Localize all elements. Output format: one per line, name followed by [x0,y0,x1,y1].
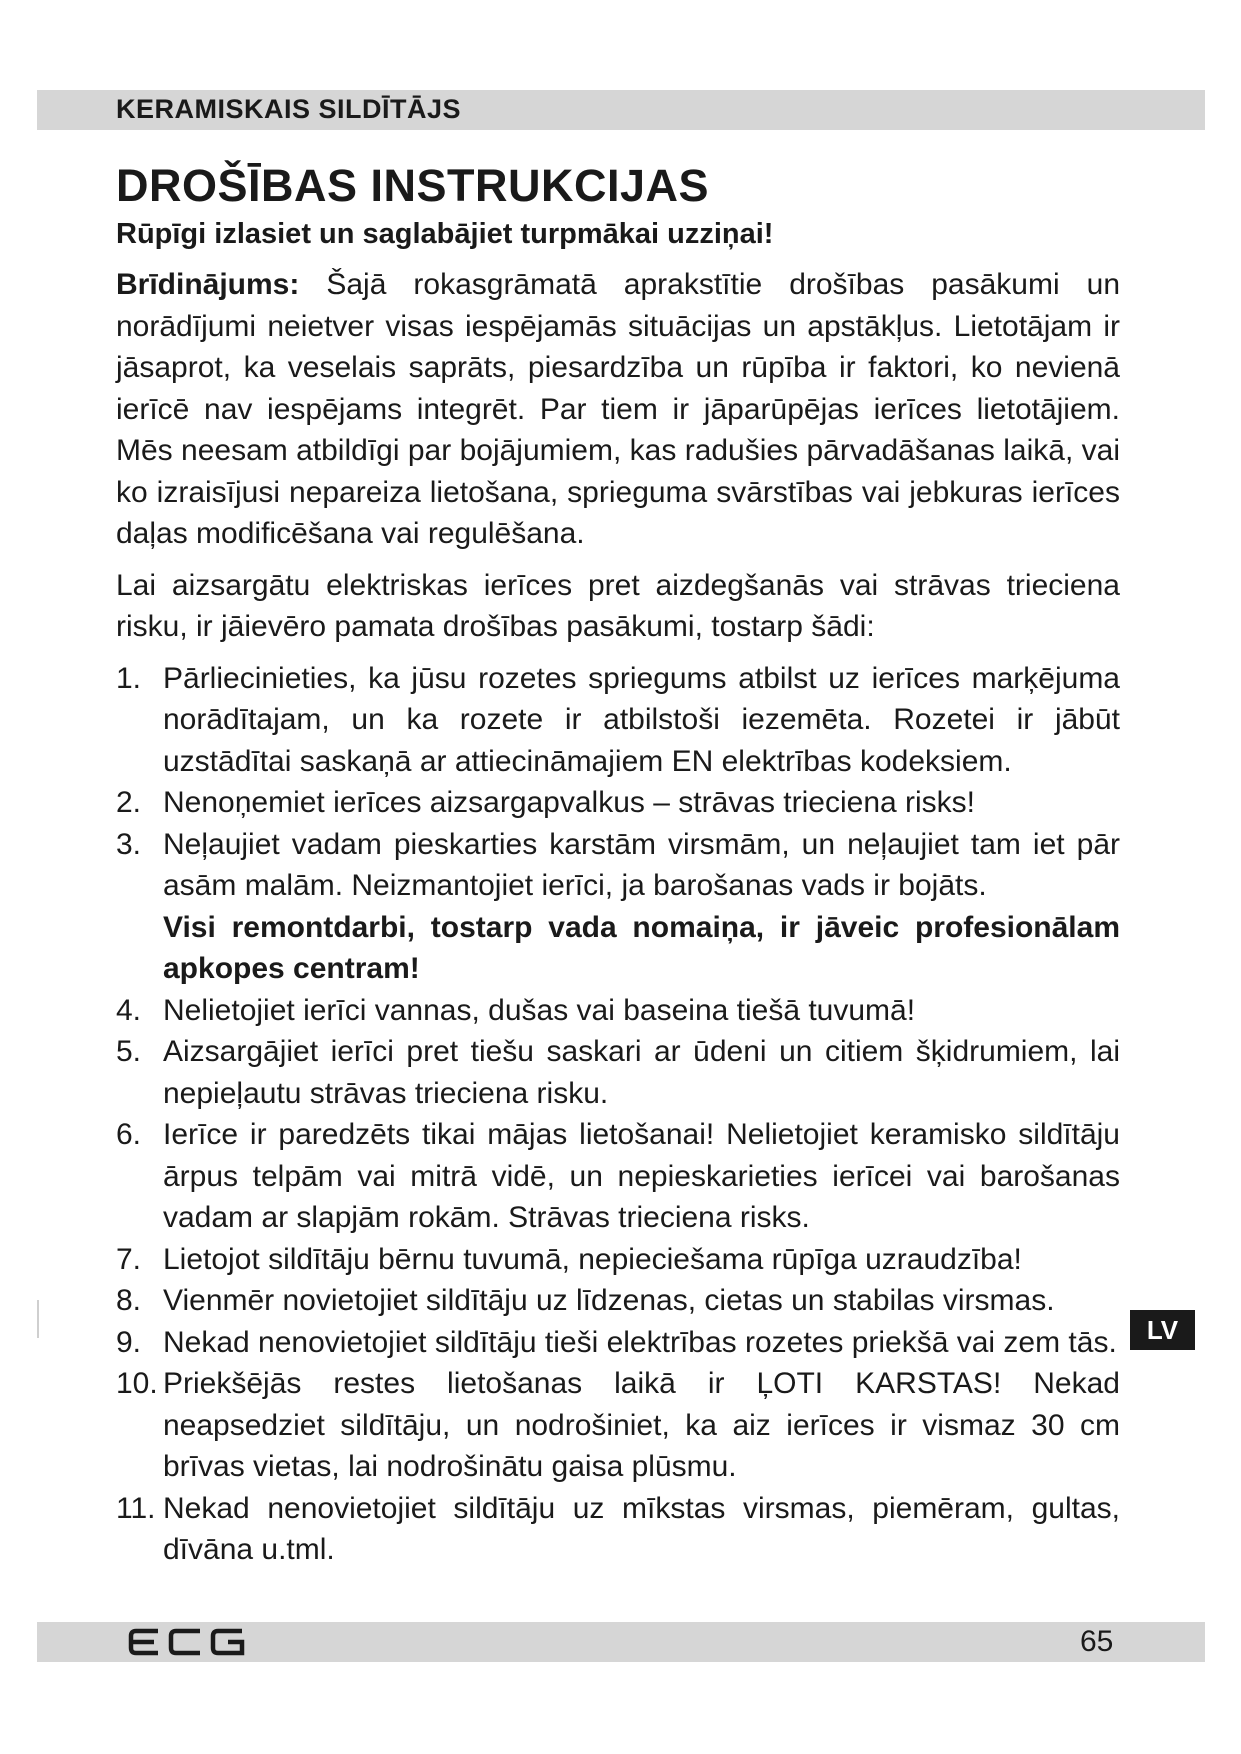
list-item: 11. Nekad nenovietojiet sildītāju uz mīkstas virsmas, piemēram, gultas, dīvāna u.tml. [116,1491,1120,1566]
list-item: 8. Vienmēr novietojiet sildītāju uz līdzenas, cietas un stabilas virsmas. [116,1284,1055,1317]
bold-note: Visi remontdarbi, tostarp vada nomaiņa, ir jāveic profesionālam apkopes centram! [163,910,1120,985]
page-number: 65 [1080,1625,1114,1658]
ecg-logo-icon [128,1627,248,1657]
warning-label: Brīdinājums: [116,268,300,301]
list-item: 9. Nekad nenovietojiet sildītāju tieši elektrības rozetes priekšā vai zem tās. [116,1325,1117,1359]
list-item: 2. Nenoņemiet ierīces aizsargapvalkus – strāvas trieciena risks! [116,786,976,819]
page-title: DROŠĪBAS INSTRUKCIJAS [116,160,710,211]
warning-paragraph [116,264,1120,555]
list-item: 7. Lietojot sildītāju bērnu tuvumā, nepieciešama rūpīga uzraudzība! [116,1242,1022,1276]
safety-list [116,658,1120,1571]
page-subtitle: Rūpīgi izlasiet un saglabājiet turpmākai uzziņai! [116,217,774,250]
list-item: 3. Neļaujiet vadam pieskarties karstām virsmām, un neļaujiet tam iet pār asām malām. Neizmantojiet ierīci, ja barošanas vads ir bojāts. Visi remontdarbi, tostarp vada nomaiņa, ir jāveic profesionālam apkopes centram! [116,824,1120,990]
language-tab: LV [1130,1310,1195,1350]
list-item: 1. Pārliecinieties, ka jūsu rozetes spriegums atbilst uz ierīces marķējuma norādītajam, un ka rozete ir atbilstoši iezemēta. Rozetei ir jābūt uzstādītai saskaņā ar attiecināmajiem EN elektrības kodeksiem. [116,661,1120,778]
intro-paragraph: Lai aizsargātu elektriskas ierīces pret aizdegšanās vai strāvas trieciena risku, ir jāievēro pamata drošības pasākumi, tostarp šādi: [116,568,1120,643]
list-item: 4. Nelietojiet ierīci vannas, dušas vai baseina tiešā tuvumā! [116,993,916,1027]
section-title: KERAMISKAIS SILDĪTĀJS [116,94,462,124]
main-content [116,160,1120,1571]
margin-mark [37,1300,39,1338]
list-item: 6. Ierīce ir paredzēts tikai mājas lietošanai! Nelietojiet keramisko sildītāju ārpus telpām vai mitrā vidē, un nepieskarieties ierīcei vai barošanas vadam ar slapjām rokām. Strāvas trieciena risks. [116,1118,1120,1234]
list-item: 5. Aizsargājiet ierīci pret tiešu saskari ar ūdeni un citiem šķidrumiem, lai nepieļautu strāvas trieciena risku. [116,1035,1120,1110]
list-item: 10. Priekšējās restes lietošanas laikā ir ĻOTI KARSTAS! Nekad neapsedziet sildītāju, un nodrošiniet, ka aiz ierīces ir vismaz 30 cm brīvas vietas, lai nodrošinātu gaisa plūsmu. [116,1367,1120,1483]
warning-text: Šajā rokasgrāmatā aprakstītie drošības pasākumi un norādījumi neietver visas iespējamās situācijas un apstākļus. Lietotājam ir jāsaprot, ka veselais saprāts, piesardzība un rūpība ir faktori, ko nevienā ierīcē nav iespējams integrēt. Par tiem ir jāparūpējas ierīces lietotājiem. Mēs neesam atbildīgi par bojājumiem, kas radušies pārvadāšanas laikā, vai ko izraisījusi nepareiza lietošana, sprieguma svārstības vai jebkuras ierīces daļas modificēšana vai regulēšana. [116,268,1120,550]
ecg-logo [128,1622,248,1662]
